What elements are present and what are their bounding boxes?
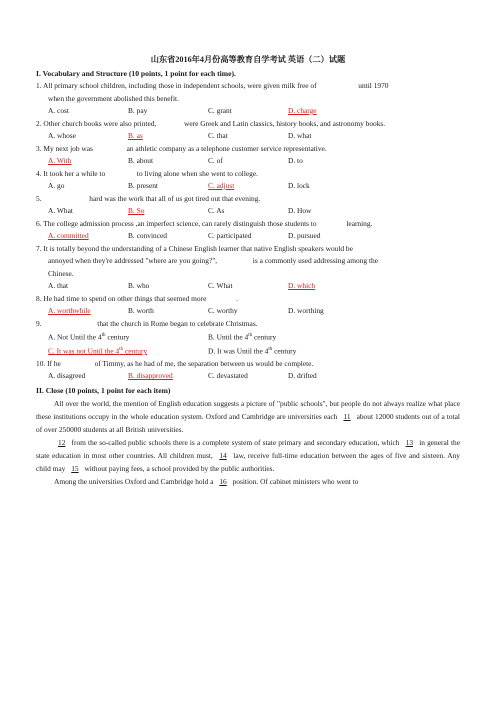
answer-blank [63,358,93,366]
question-3 [36,143,460,156]
question-text: 1. All primary school children, including those in independent schools, were given milk free of [36,81,317,90]
answer-blank [158,118,182,126]
question-text: 9. [36,318,42,328]
question-6 [36,218,460,231]
option: A. whose [48,131,76,140]
correct-option: A. committed [48,231,89,240]
option: C. What [208,281,233,290]
option: C. that [208,131,228,140]
question-1 [36,80,460,93]
question-10 [36,358,460,371]
passage-paragraph [36,475,460,488]
option: C. grant [208,106,232,115]
passage-text: about 12000 students out of a total of over 250000 students at all British universities. [36,411,460,434]
question-text: 10. If he [36,358,61,368]
option: D. worthing [288,306,324,315]
correct-option: D. charge [288,106,317,115]
passage-text: law, receive full-time education between the ages of five and sixteen. Any child may [36,450,460,473]
option: B. pay [128,106,148,115]
option: B. Until the 4th century [208,332,277,342]
option: C. participated [208,231,252,240]
question-continuation [36,255,460,268]
option: D. what [288,131,312,140]
option: A. that [48,281,69,290]
section-heading-close: II. Close (10 points, 1 point for each item) [36,385,171,395]
answer-blank [318,80,356,88]
question-2 [36,118,460,131]
option: B. present [128,181,158,190]
options-9-row-2 [36,344,460,358]
options-5 [36,205,460,218]
option: D. It was Until the 4th century [208,346,297,356]
question-text: 5. [36,193,42,203]
question-text: . [236,293,238,303]
answer-blank [319,218,345,226]
question-continuation: when the government abolished this benefit. [48,93,179,103]
question-text: is a commonly used addressing among the [252,256,379,265]
option: A. disagreed [48,371,86,381]
passage-text: without paying fees, a school provided by the public authorities. [84,463,275,473]
options-7 [36,280,460,293]
question-text: learning. [346,218,373,228]
question-text: an athletic company as a telephone customer service representative. [126,143,327,153]
option: D. lock [288,181,310,190]
option: B. who [128,281,150,290]
answer-blank [208,293,234,301]
option: A. What [48,206,73,215]
options-9-row-1 [36,330,460,344]
options-4 [36,180,460,193]
question-text: annoyed when they're addressed "where are you going?", [48,256,218,265]
question-text: to living alone when she went to college. [136,168,258,178]
options-2 [36,130,460,143]
passage-paragraph [36,436,460,475]
blank-15: 15 [71,463,79,473]
option: A. go [48,181,65,190]
blank-13: 13 [405,437,414,447]
question-text: 3. My next job was [36,143,93,153]
answer-blank [95,143,125,151]
option: C. of [208,156,223,165]
question-text: hard was the work that all of us got tired out that evening. [89,193,261,203]
options-3 [36,155,460,168]
question-continuation: Chinese. [48,268,74,278]
correct-option: B. So [128,206,145,215]
passage-text: Among the universities Oxford and Cambridge hold a [54,476,214,486]
question-text: that the church in Rome began to celebrate Christmas. [97,318,258,328]
options-10 [36,370,460,383]
correct-option: C. It was not Until the 4th century [48,346,148,356]
correct-option: B. disapproved [128,371,173,381]
answer-blank [43,193,87,201]
correct-option: C. adjust [208,181,235,190]
question-text: 7. It is totally beyond the understanding of a Chinese English learner that native English speakers would be [36,243,353,253]
question-text: 2. Other church books were also printed, [36,118,157,128]
passage-text: from the so-called public schools there is a complete system of state primary and secondary education, which [71,437,400,447]
options-1 [36,105,460,118]
options-8 [36,305,460,318]
question-5 [36,193,460,206]
section-heading-vocabulary: I. Vocabulary and Structure (10 points, 1 point for each time). [36,69,236,78]
passage-text: position. Of cabinet ministers who went to [232,476,359,486]
correct-option: D. which [288,281,316,290]
option: A. cost [48,106,69,115]
passage-text: All over the world, the mention of English education suggests a picture of "public schools", but people do not always realize what place these institutions occupy in the whole education system. Oxford and Cambridge are universities each [36,398,460,421]
blank-12: 12 [58,437,66,447]
question-text: until 1970 [358,81,389,90]
answer-blank [43,318,95,326]
option: D. pursued [288,231,321,240]
question-8 [36,293,460,306]
correct-option: A. worthwhile [48,306,91,315]
correct-option: A. With [48,156,72,165]
question-text: were Greek and Latin classics, history books, and astronomy books. [184,118,386,128]
question-4 [36,168,460,181]
question-text: 4. It took her a while to [36,168,106,178]
answer-blank [107,168,135,176]
question-7 [36,243,460,256]
question-9 [36,318,460,331]
question-text: 8. He had time to spend on other things that seemed more [36,293,207,303]
option: B. convinced [128,231,167,240]
question-text: of Timmy, as he had of me, the separation between us would be complete. [94,358,314,368]
option: D. How [288,206,312,215]
passage-paragraph [36,397,460,436]
answer-blank [219,255,251,263]
option: B. about [128,156,154,165]
question-text: 6. The college admission process ,an imperfect science, can rarely distinguish those students to [36,218,317,228]
options-6 [36,230,460,243]
option: B. worth [128,306,154,315]
option: C. As [208,206,225,215]
option: A. Not Until the 4th century [48,332,130,342]
option: D. drifted [288,371,317,381]
passage-text: in general the state education in most other countries. All children must, [36,437,460,460]
blank-11: 11 [343,411,351,421]
page-title: 山东省2016年4月份高等教育自学考试 英语（二）试题 [150,55,346,64]
option: D. to [288,156,303,165]
option: C. worthy [208,306,238,315]
correct-option: B. as [128,131,143,140]
blank-16: 16 [219,476,227,486]
option: C. devastated [208,371,248,381]
blank-14: 14 [219,450,227,460]
